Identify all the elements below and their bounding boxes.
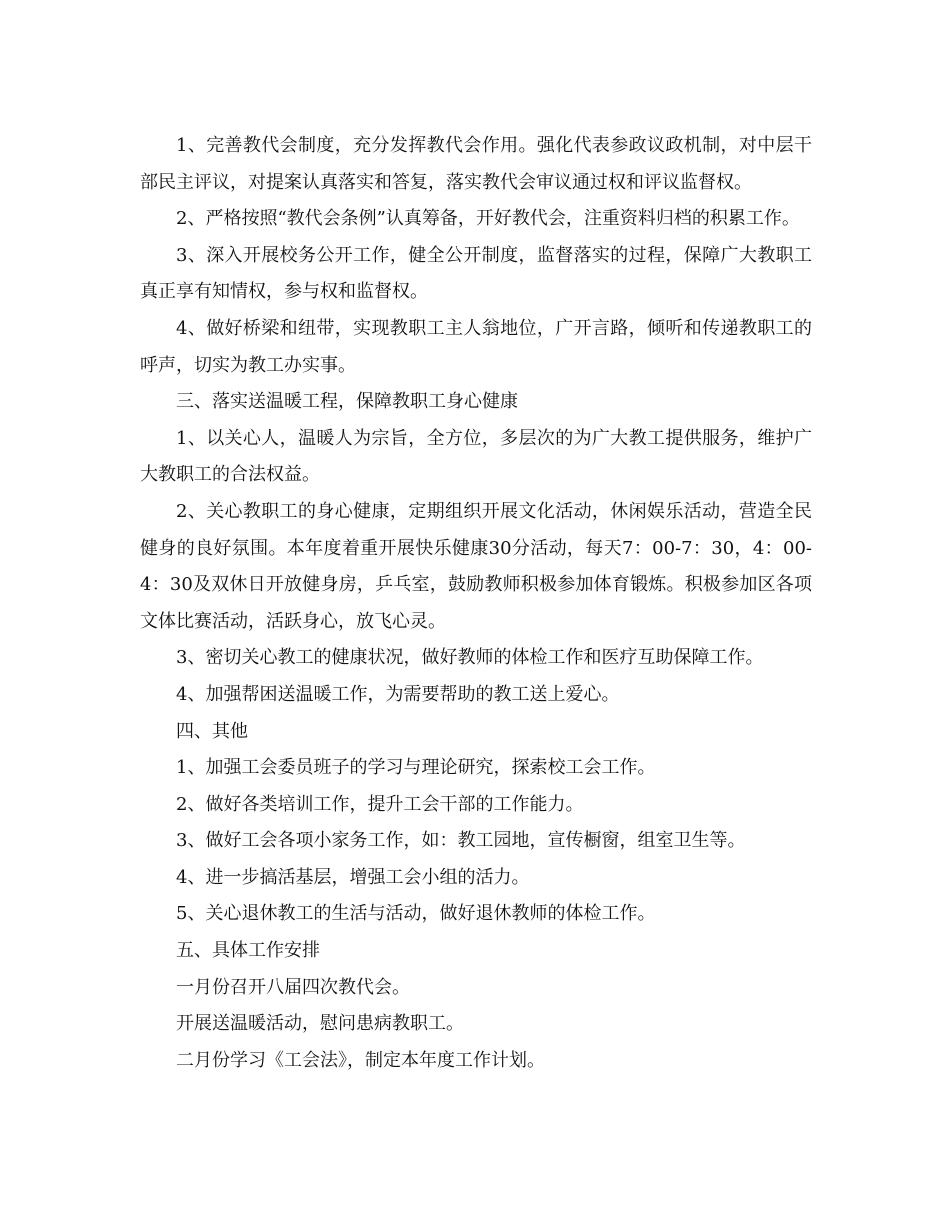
paragraph-10: 2、做好各类培训工作，提升工会干部的工作能力。 [176,793,584,815]
paragraph-14: 一月份召开八届四次教代会。 [176,976,410,998]
paragraph-5: 1、以关心人，温暖人为宗旨，全方位，多层次的为广大教工提供服务，维护广大教职工的合法权益。 [140,427,812,486]
paragraph-9: 1、加强工会委员班子的学习与理论研究，探索校工会工作。 [176,757,656,779]
paragraph-15: 开展送温暖活动，慰问患病教职工。 [176,1013,464,1035]
section-heading-3: 三、落实送温暖工程，保障教职工身心健康 [176,391,518,413]
paragraph-13: 5、关心退休教工的生活与活动，做好退休教师的体检工作。 [176,903,656,925]
paragraph-11: 3、做好工会各项小家务工作，如：教工园地，宣传橱窗，组室卫生等。 [176,830,746,852]
paragraph-4: 4、做好桥梁和纽带，实现教职工主人翁地位，广开言路，倾听和传递教职工的呼声，切实为教工办实事。 [140,317,812,376]
paragraph-1: 1、完善教代会制度，充分发挥教代会作用。强化代表参政议政机制，对中层干部民主评议，对提案认真落实和答复，落实教代会审议通过权和评议监督权。 [140,135,812,193]
paragraph-12: 4、进一步搞活基层，增强工会小组的活力。 [176,866,530,888]
document-body [140,128,812,1079]
section-heading-4: 四、其他 [176,720,248,742]
paragraph-2: 2、严格按照“教代会条例”认真筹备，开好教代会，注重资料归档的积累工作。 [176,208,800,230]
paragraph-8: 4、加强帮困送温暖工作，为需要帮助的教工送上爱心。 [176,683,620,705]
paragraph-3: 3、深入开展校务公开工作，健全公开制度，监督落实的过程，保障广大教职工真正享有知情权，参与权和监督权。 [140,244,812,303]
section-heading-5: 五、具体工作安排 [176,940,320,962]
paragraph-7: 3、密切关心教工的健康状况，做好教师的体检工作和医疗互助保障工作。 [176,647,764,669]
paragraph-6: 2、关心教职工的身心健康，定期组织开展文化活动，休闲娱乐活动，营造全民健身的良好氛围。本年度着重开展快乐健康30分活动，每天7：00-7：30，4：00-4：30及双休日开放健身房，乒乓室，鼓励教师积极参加体育锻炼。积极参加区各项文体比赛活动，活跃身心，放飞心灵。 [140,500,812,632]
paragraph-16: 二月份学习《工会法》，制定本年度工作计划。 [176,1049,545,1071]
